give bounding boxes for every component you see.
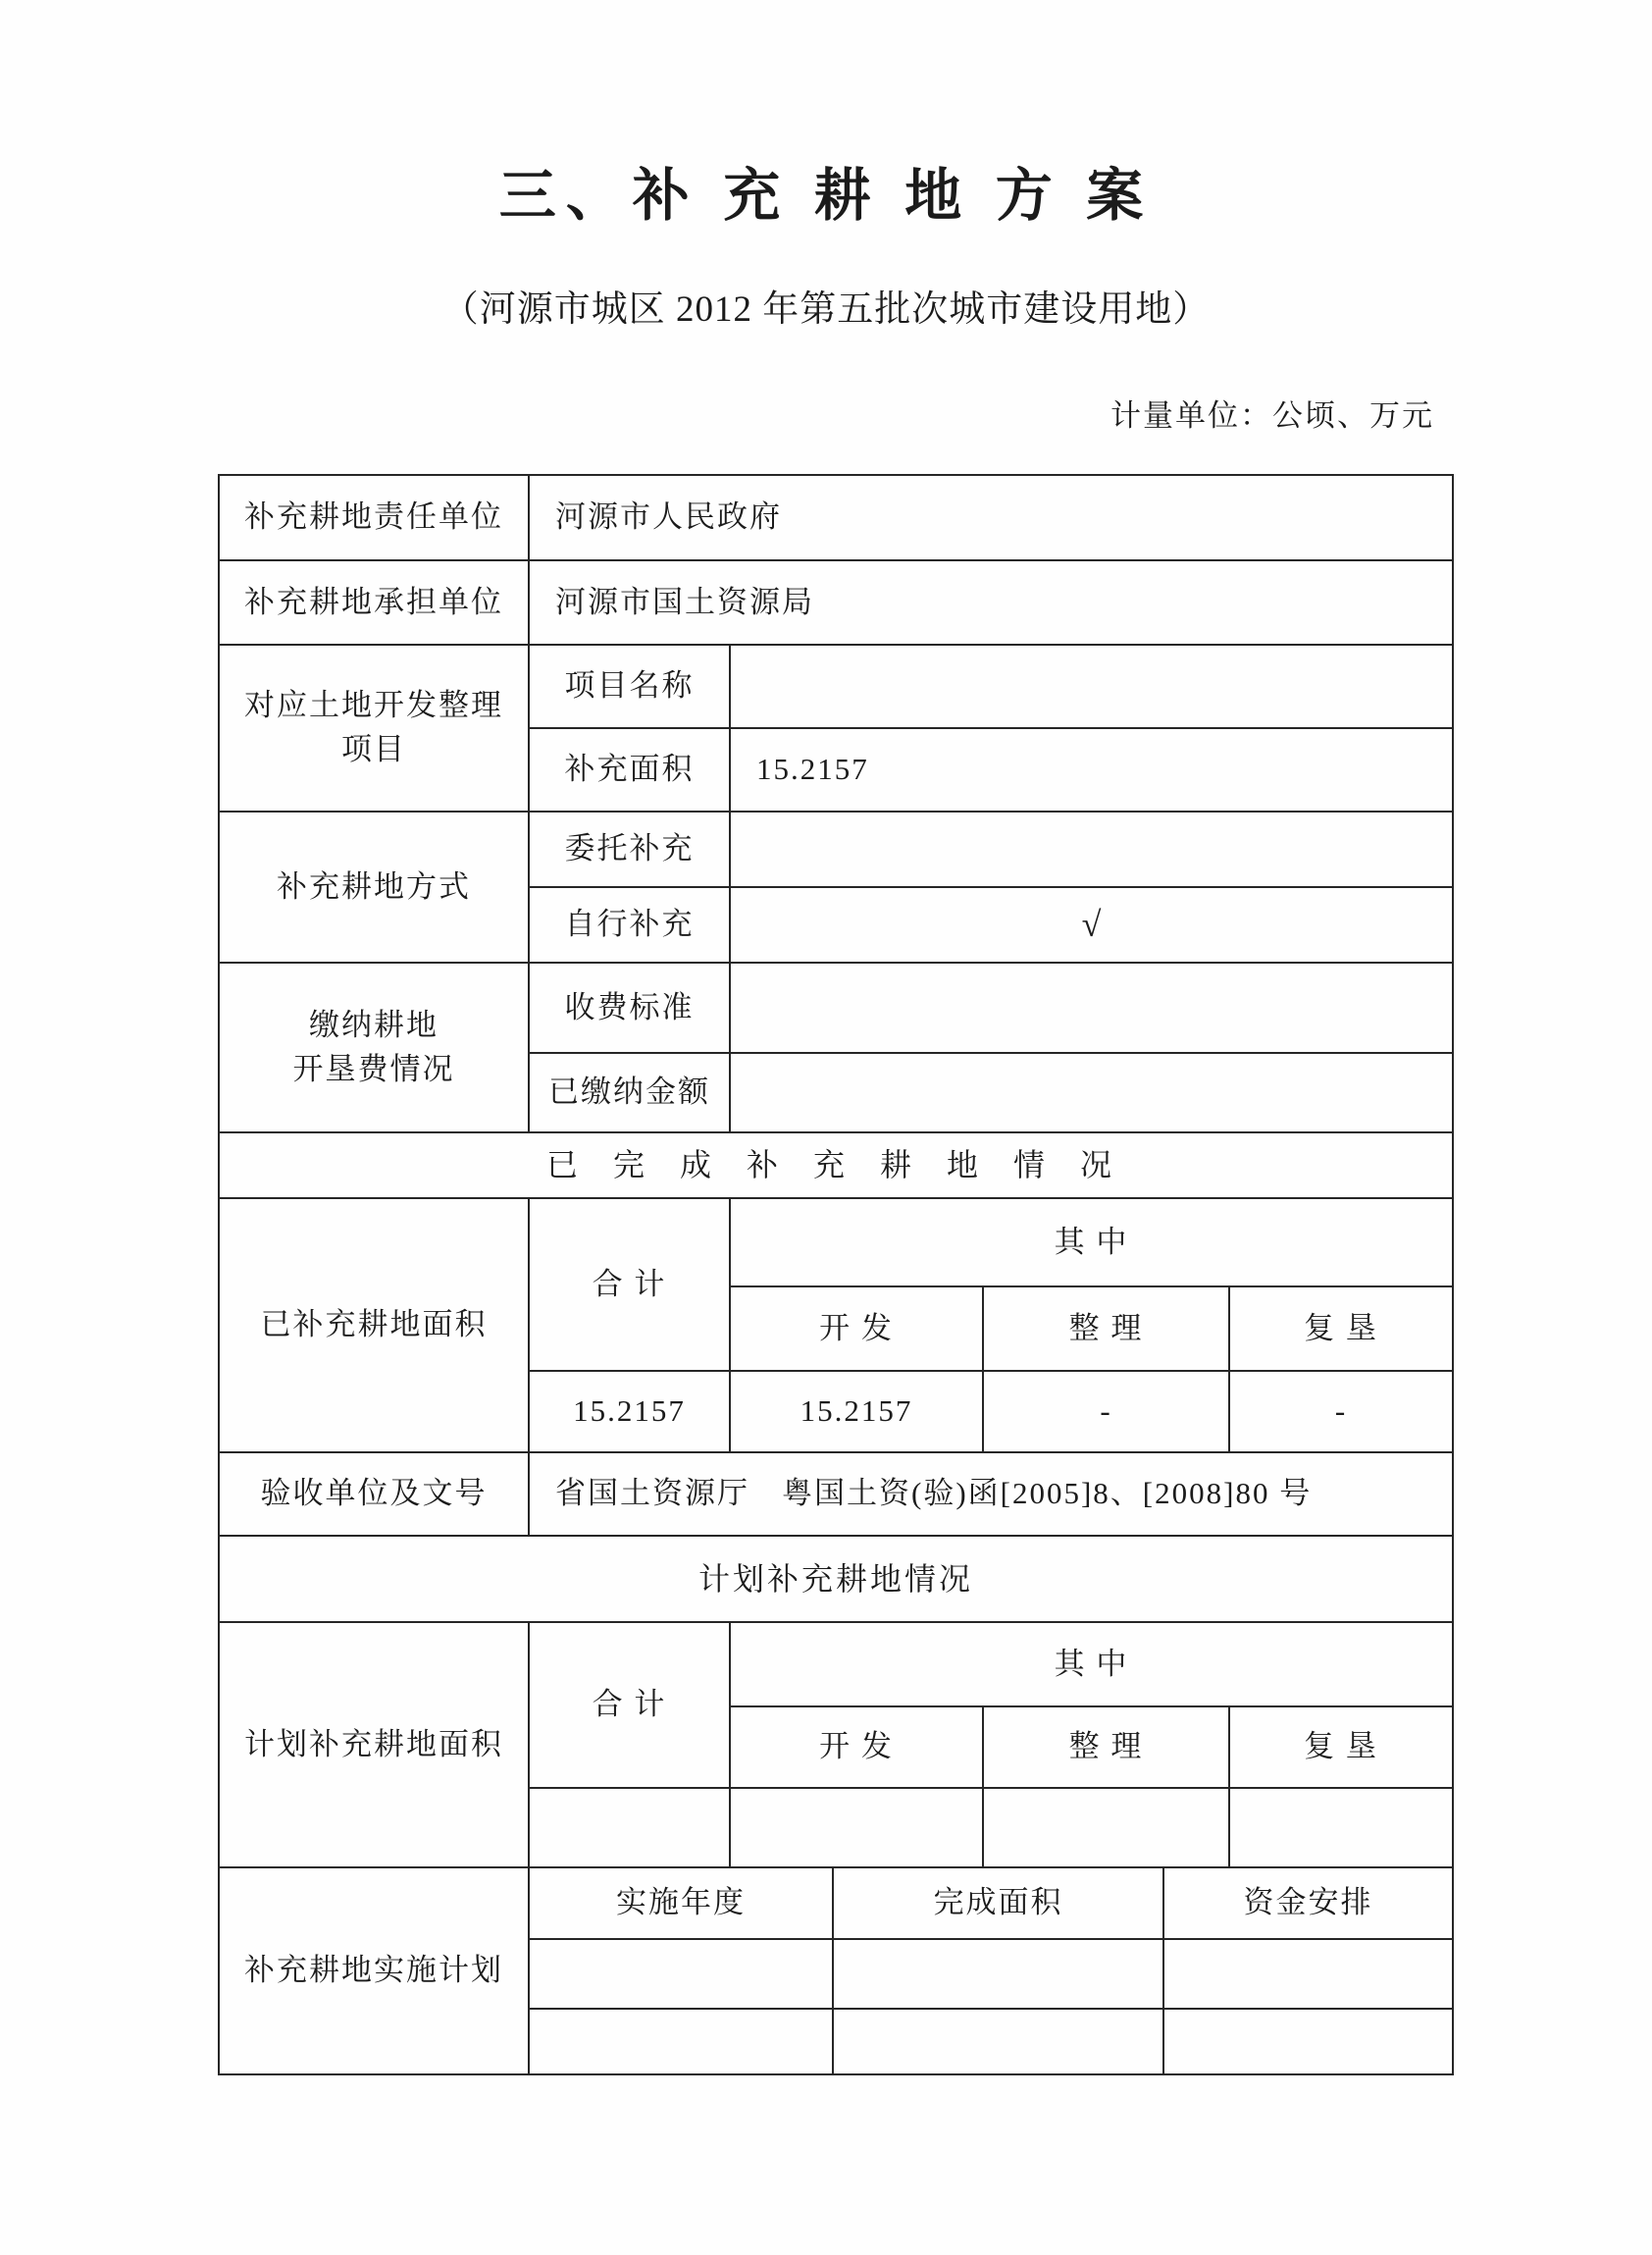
paid-amount-label: 已缴纳金额 [528, 1054, 729, 1131]
completed-reclaim-header: 复 垦 [1228, 1285, 1452, 1370]
implementation-row1-fund [1162, 1938, 1452, 2008]
table-row-planned-area [220, 1621, 1452, 1866]
completed-area-label: 已补充耕地面积 [260, 1307, 488, 1342]
entrusted-supplement-value [729, 813, 1452, 886]
table-row-responsible-unit [220, 476, 1452, 559]
project-name-value [729, 646, 1452, 727]
table-row-fee-standard [528, 964, 1452, 1052]
section-header-planned [220, 1535, 1452, 1621]
supplement-method-subrows [528, 813, 1452, 962]
implementation-fund-header: 资金安排 [1162, 1868, 1452, 1938]
table-row-project-name [528, 646, 1452, 727]
planned-total-value [528, 1787, 729, 1866]
completed-among-header: 其 中 [729, 1199, 1452, 1285]
page-subtitle: （河源市城区 2012 年第五批次城市建设用地） [441, 289, 1211, 330]
completed-develop-header: 开 发 [729, 1285, 982, 1370]
implementation-area-header: 完成面积 [832, 1868, 1162, 1938]
implementation-plan-label: 补充耕地实施计划 [244, 1953, 503, 1988]
reclamation-fee-subrows [528, 964, 1452, 1131]
implementation-row1-area [832, 1938, 1162, 2008]
reclamation-fee-label-text: 缴纳耕地 开垦费情况 [292, 1007, 455, 1086]
land-project-subrows [528, 646, 1452, 811]
completed-reclaim-value: - [1228, 1370, 1452, 1451]
table-row-implementation-plan [220, 1866, 1452, 2073]
implementation-year-header: 实施年度 [528, 1868, 832, 1938]
planned-area-label: 计划补充耕地面积 [244, 1726, 503, 1761]
implementation-row1-year [528, 1938, 832, 2008]
completed-section-title: 已 完 成 补 充 耕 地 情 况 [545, 1147, 1125, 1183]
table-row-acceptance [220, 1451, 1452, 1535]
table-row-reclamation-fee [220, 962, 1452, 1131]
planned-reclaim-header: 复 垦 [1228, 1705, 1452, 1787]
undertaking-unit-value: 河源市国土资源局 [528, 561, 1452, 644]
completed-total-value: 15.2157 [528, 1370, 729, 1451]
planned-total-header: 合 计 [528, 1623, 729, 1787]
undertaking-unit-label: 补充耕地承担单位 [244, 584, 503, 619]
implementation-row2-area [832, 2008, 1162, 2073]
form-table [218, 474, 1454, 2075]
entrusted-supplement-label: 委托补充 [528, 813, 729, 886]
planned-among-header: 其 中 [729, 1623, 1452, 1705]
table-row-self-supplement [528, 886, 1452, 962]
planned-develop-header: 开 发 [729, 1705, 982, 1787]
completed-area-grid [528, 1199, 1452, 1451]
supplement-area-label: 补充面积 [528, 729, 729, 811]
project-name-label: 项目名称 [528, 646, 729, 727]
completed-total-header: 合 计 [528, 1199, 729, 1370]
implementation-plan-grid [528, 1868, 1452, 2073]
planned-consolidate-value [982, 1787, 1228, 1866]
completed-consolidate-value: - [982, 1370, 1228, 1451]
implementation-row2-year [528, 2008, 832, 2073]
planned-reclaim-value [1228, 1787, 1452, 1866]
table-row-completed-area [220, 1197, 1452, 1451]
acceptance-value: 省国土资源厅 粤国土资(验)函[2005]8、[2008]80 号 [528, 1453, 1452, 1535]
reclamation-fee-label [220, 964, 528, 1131]
table-row-undertaking-unit [220, 559, 1452, 644]
fee-standard-label: 收费标准 [528, 964, 729, 1052]
planned-consolidate-header: 整 理 [982, 1705, 1228, 1787]
self-supplement-checkmark: √ [729, 888, 1452, 962]
supplement-method-label: 补充耕地方式 [277, 868, 471, 904]
table-row-paid-amount [528, 1052, 1452, 1131]
land-project-label [220, 646, 528, 811]
supplement-area-value: 15.2157 [729, 729, 1452, 811]
table-row-land-project [220, 644, 1452, 811]
table-row-supplement-method [220, 811, 1452, 962]
table-row-entrusted [528, 813, 1452, 886]
implementation-row2-fund [1162, 2008, 1452, 2073]
acceptance-label: 验收单位及文号 [260, 1476, 488, 1511]
page-title: 三、补 充 耕 地 方 案 [498, 164, 1154, 228]
completed-develop-value: 15.2157 [729, 1370, 982, 1451]
planned-develop-value [729, 1787, 982, 1866]
measurement-unit-note: 计量单位：公顷、万元 [1110, 398, 1434, 433]
section-header-completed [220, 1131, 1452, 1197]
table-row-supplement-area [528, 727, 1452, 811]
responsible-unit-value: 河源市人民政府 [528, 476, 1452, 559]
responsible-unit-label: 补充耕地责任单位 [244, 499, 503, 535]
self-supplement-label: 自行补充 [528, 888, 729, 962]
paid-amount-value [729, 1054, 1452, 1131]
land-project-label-text: 对应土地开发整理 项目 [244, 688, 503, 766]
completed-consolidate-header: 整 理 [982, 1285, 1228, 1370]
planned-section-title: 计划补充耕地情况 [697, 1560, 973, 1597]
fee-standard-value [729, 964, 1452, 1052]
planned-area-grid [528, 1623, 1452, 1866]
